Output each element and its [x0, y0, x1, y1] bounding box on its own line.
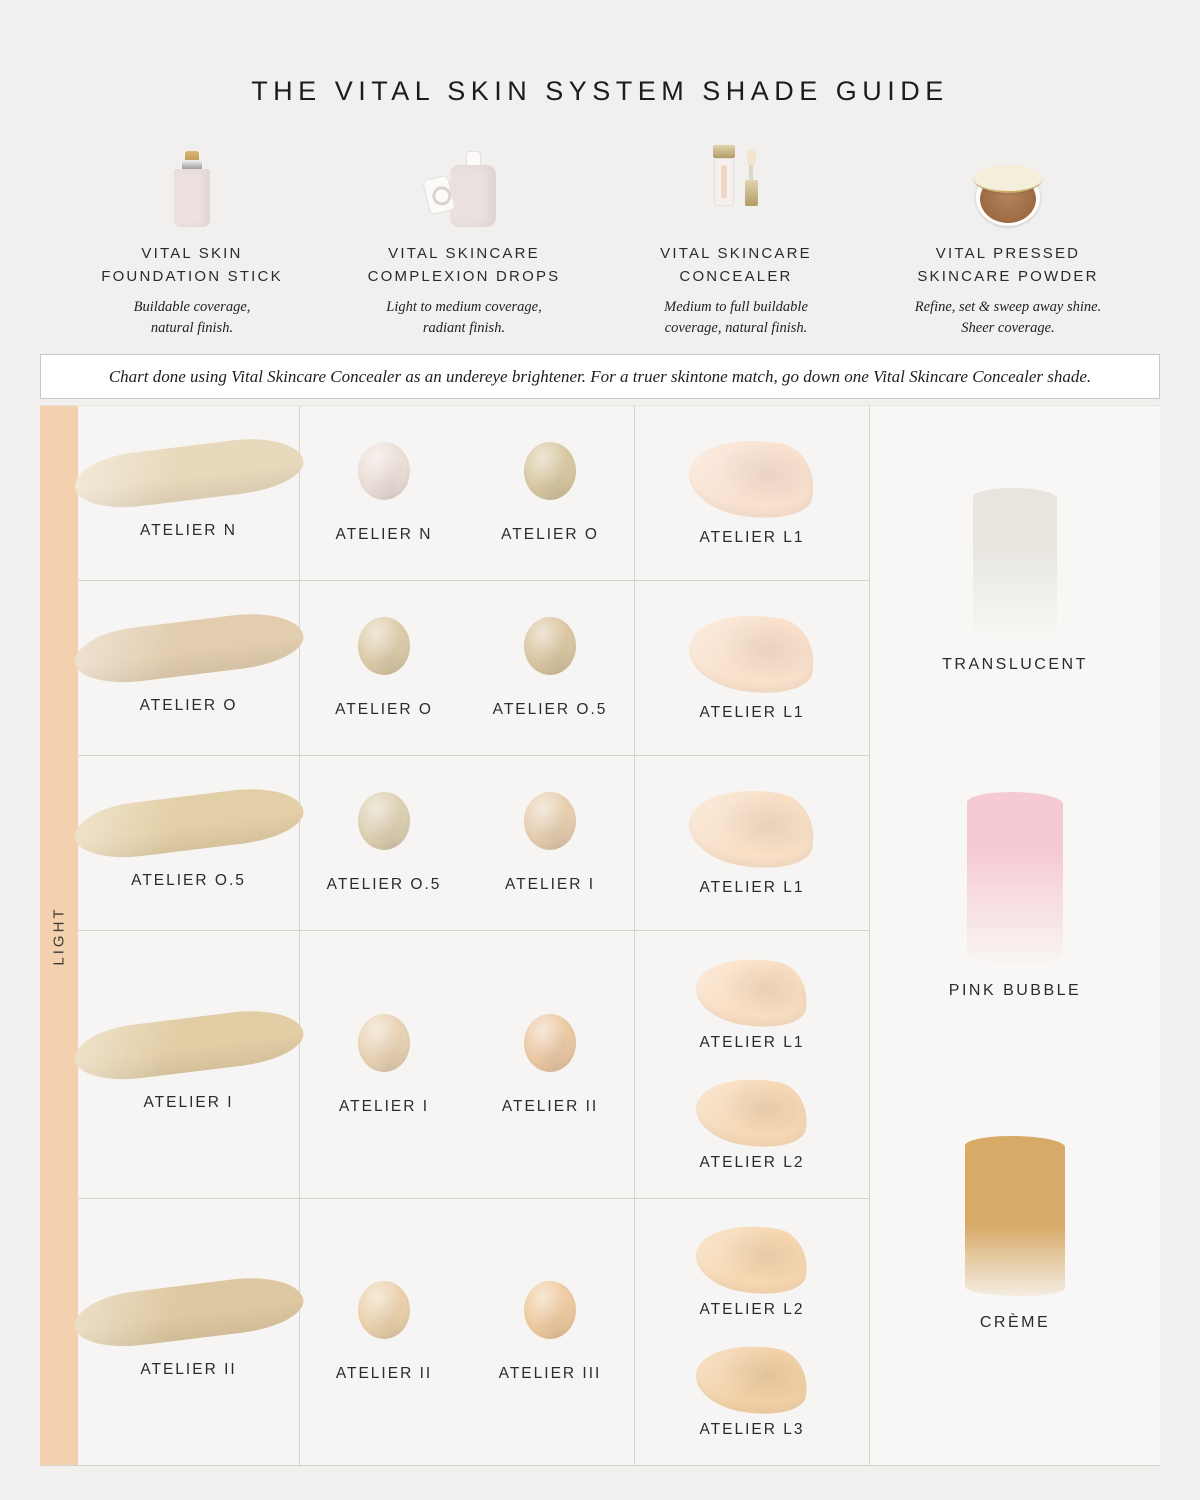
complexion-drops-cell	[300, 931, 635, 1199]
drops-bottle	[450, 165, 496, 227]
shade-label: ATELIER L1	[699, 879, 805, 897]
shade-label: ATELIER I	[504, 876, 596, 894]
product-desc-line: coverage, natural finish.	[664, 319, 808, 336]
shade-swatch-group	[74, 1285, 304, 1379]
product-desc-line: Sheer coverage.	[961, 319, 1055, 336]
foundation-swatch	[71, 432, 306, 514]
product-name-line: VITAL SKINCARE	[660, 245, 812, 262]
shade-label: ATELIER N	[140, 522, 237, 540]
foundation-stick-cell	[78, 756, 300, 931]
drops-swatch	[524, 442, 576, 500]
complexion-drops-cell	[300, 1199, 635, 1465]
shade-label: ATELIER II	[140, 1361, 237, 1379]
drops-swatch	[524, 1281, 576, 1339]
product-name-line: VITAL SKINCARE	[388, 245, 540, 262]
concealer-cell	[635, 931, 870, 1199]
product-foundation-stick	[56, 141, 328, 338]
powder-swatch	[967, 792, 1063, 964]
concealer-swatch	[683, 604, 821, 703]
shade-swatch-group	[949, 792, 1081, 1000]
complexion-drops-cell	[300, 581, 635, 756]
stick-body	[174, 169, 210, 227]
foundation-stick-cell	[78, 581, 300, 756]
product-description	[386, 297, 541, 338]
shade-table	[40, 405, 1160, 1466]
product-desc-line: Medium to full buildable	[664, 299, 808, 315]
drops-swatch	[524, 1014, 576, 1072]
shade-label: ATELIER L1	[699, 529, 805, 547]
product-desc-line: Light to medium coverage,	[386, 299, 542, 315]
products-row	[0, 141, 1200, 338]
shade-swatch-group	[74, 1018, 304, 1112]
pressed-powder-column	[870, 406, 1160, 1465]
concealer-bottle	[714, 158, 734, 206]
powder-swatch	[973, 488, 1057, 638]
complexion-drops-cell	[300, 406, 635, 581]
foundation-stick-illustration	[174, 151, 210, 227]
shade-label: ATELIER O	[501, 526, 599, 544]
concealer-swatch	[691, 948, 813, 1034]
foundation-stick-icon	[174, 141, 210, 227]
concealer-cell	[635, 1199, 870, 1465]
product-description	[134, 297, 251, 338]
product-description	[915, 297, 1101, 338]
light-group-strip	[40, 406, 78, 1465]
shade-label: ATELIER III	[498, 1365, 602, 1383]
pressed-powder-illustration	[974, 165, 1042, 227]
concealer-swatch	[691, 1216, 813, 1302]
concealer-wand-tip	[747, 149, 756, 166]
light-group-label: LIGHT	[50, 906, 68, 966]
product-name	[660, 243, 812, 288]
shade-swatch-group	[689, 789, 815, 897]
foundation-stick-cell	[78, 406, 300, 581]
drops-swatch	[358, 617, 410, 675]
shade-swatch-group	[479, 1281, 621, 1383]
concealer-cell	[635, 756, 870, 931]
shade-swatch-group	[479, 617, 621, 719]
shade-label: ATELIER II	[501, 1097, 599, 1115]
shade-swatch-group	[696, 1225, 808, 1319]
concealer-swatch	[683, 429, 821, 528]
complexion-drops-illustration	[426, 143, 502, 227]
shade-label: ATELIER L2	[699, 1301, 805, 1319]
product-name-line: SKINCARE POWDER	[917, 267, 1099, 285]
product-name	[917, 243, 1098, 288]
product-name-line: VITAL SKIN	[141, 245, 243, 262]
shade-swatch-group	[313, 442, 455, 544]
shade-swatch-group	[313, 617, 455, 719]
foundation-swatch	[71, 1004, 306, 1086]
foundation-swatch	[71, 1271, 306, 1353]
shade-label: TRANSLUCENT	[942, 656, 1088, 674]
shade-label: ATELIER O	[335, 701, 433, 719]
concealer-wand-stem	[749, 165, 753, 181]
shade-swatch-group	[696, 958, 808, 1052]
shade-label: ATELIER O.5	[131, 872, 246, 890]
shade-label: ATELIER L1	[699, 1033, 805, 1051]
shade-swatch-group	[479, 1014, 621, 1116]
drops-swatch	[524, 617, 576, 675]
shade-label: ATELIER L2	[699, 1153, 805, 1171]
product-desc-line: radiant finish.	[422, 319, 506, 336]
shade-swatch-group	[689, 439, 815, 547]
drops-swatch	[358, 1281, 410, 1339]
concealer-swatch	[691, 1336, 813, 1422]
product-name-line: CONCEALER	[679, 267, 793, 285]
note-text: Chart done using Vital Skincare Concealer as an undereye brightener. For a truer skintone match, go down one Vital Skincare Concealer shade.	[108, 366, 1092, 386]
foundation-stick-cell	[78, 1199, 300, 1465]
shade-swatch-group	[689, 614, 815, 722]
drops-swatch	[358, 442, 410, 500]
foundation-stick-cell	[78, 931, 300, 1199]
concealer-illustration	[703, 145, 769, 227]
shade-swatch-group	[696, 1078, 808, 1172]
concealer-swatch	[683, 779, 821, 878]
product-name-line: COMPLEXION DROPS	[367, 267, 561, 285]
shade-label: ATELIER I	[338, 1097, 430, 1115]
shade-label: CRÈME	[979, 1314, 1051, 1332]
shade-label: PINK BUBBLE	[948, 982, 1082, 1000]
shade-swatch-group	[696, 1345, 808, 1439]
shade-swatch-group	[313, 1014, 455, 1116]
product-pressed-powder	[872, 141, 1144, 338]
shade-swatch-group	[313, 792, 455, 894]
note-bar	[40, 354, 1160, 399]
shade-swatch-group	[479, 442, 621, 544]
shade-swatch-group	[74, 446, 304, 540]
shade-swatch-group	[74, 621, 304, 715]
drops-swatch	[358, 1014, 410, 1072]
stick-tip	[185, 151, 199, 160]
shade-label: ATELIER O.5	[492, 701, 608, 719]
shade-swatch-group	[74, 796, 304, 890]
pressed-powder-icon	[974, 141, 1042, 227]
drops-swatch	[524, 792, 576, 850]
concealer-wand-handle	[745, 180, 758, 206]
product-desc-line: Refine, set & sweep away shine.	[914, 299, 1102, 315]
product-name	[368, 243, 561, 288]
shade-label: ATELIER II	[335, 1365, 433, 1383]
complexion-drops-icon	[426, 141, 502, 227]
page-title: THE VITAL SKIN SYSTEM SHADE GUIDE	[251, 76, 949, 106]
shade-label: ATELIER L3	[699, 1421, 805, 1439]
powder-swatch	[965, 1136, 1065, 1296]
shade-swatch-group	[965, 1136, 1065, 1332]
product-name	[101, 243, 283, 288]
shade-swatch-group	[313, 1281, 455, 1383]
drops-swatch	[358, 792, 410, 850]
foundation-swatch	[71, 607, 306, 689]
product-name-line: VITAL PRESSED	[935, 245, 1081, 262]
product-name-line: FOUNDATION STICK	[101, 267, 283, 285]
shade-label: ATELIER O.5	[326, 876, 442, 894]
product-concealer	[600, 141, 872, 338]
stick-band	[182, 160, 202, 169]
shade-label: ATELIER N	[335, 526, 433, 544]
shade-swatch-group	[942, 488, 1088, 674]
concealer-cell	[635, 581, 870, 756]
complexion-drops-cell	[300, 756, 635, 931]
concealer-icon	[703, 141, 769, 227]
product-description	[664, 297, 808, 338]
foundation-swatch	[71, 782, 306, 864]
shade-swatch-group	[479, 792, 621, 894]
shade-label: ATELIER I	[143, 1093, 234, 1111]
concealer-swatch	[691, 1068, 813, 1154]
shade-label: ATELIER O	[139, 697, 238, 715]
product-desc-line: Buildable coverage,	[133, 299, 251, 315]
concealer-cell	[635, 406, 870, 581]
shade-label: ATELIER L1	[699, 704, 805, 722]
product-complexion-drops	[328, 141, 600, 338]
product-desc-line: natural finish.	[150, 319, 234, 336]
concealer-bottle-cap	[713, 145, 735, 158]
compact-lid	[974, 165, 1042, 193]
